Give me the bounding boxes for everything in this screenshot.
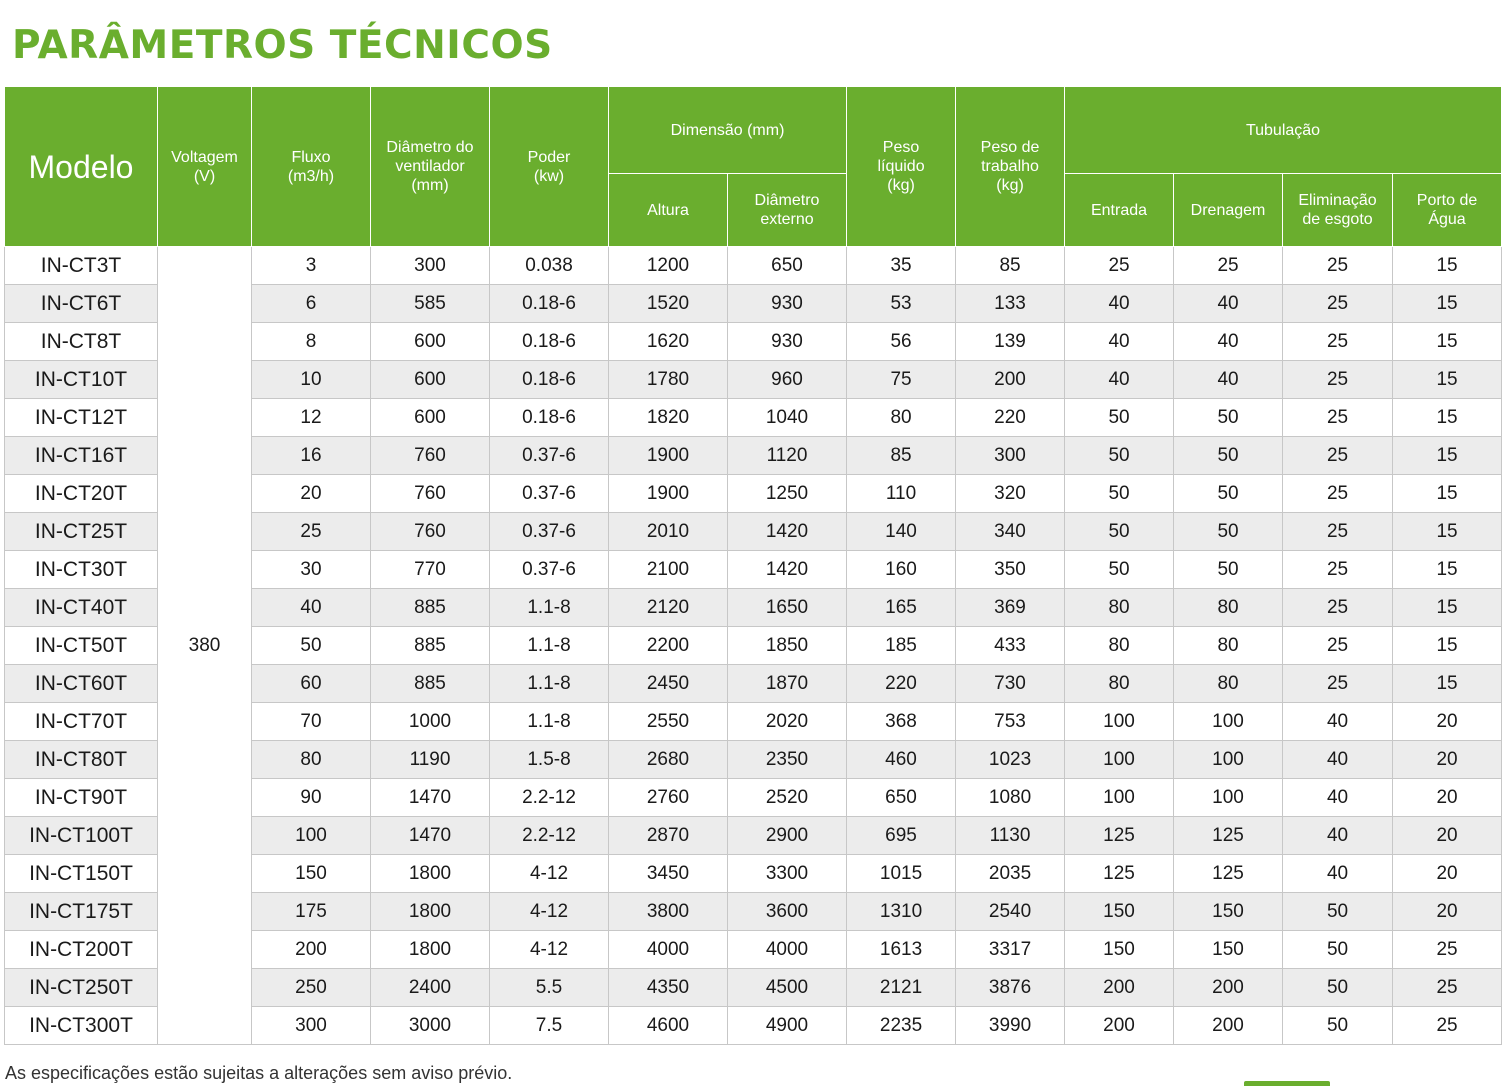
cell-flow: 6: [252, 285, 371, 323]
cell-power: 1.1-8: [490, 665, 609, 703]
cell-water-port: 15: [1393, 589, 1502, 627]
cell-power: 7.5: [490, 1007, 609, 1045]
specs-table: [4, 86, 1502, 1045]
cell-working-weight: 200: [956, 361, 1065, 399]
cell-waste-outlet: 25: [1283, 513, 1393, 551]
cell-fan-diameter: 885: [371, 589, 490, 627]
cell-height: 4000: [609, 931, 728, 969]
cell-waste-outlet: 40: [1283, 741, 1393, 779]
header-entrada: Entrada: [1065, 174, 1174, 247]
cell-flow: 300: [252, 1007, 371, 1045]
header-dimensao: Dimensão (mm): [609, 87, 847, 174]
header-fluxo: [252, 87, 371, 247]
cell-inlet: 50: [1065, 399, 1174, 437]
cell-drain: 200: [1174, 1007, 1283, 1045]
cell-model: IN-CT8T: [5, 323, 158, 361]
cell-inlet: 100: [1065, 741, 1174, 779]
cell-flow: 70: [252, 703, 371, 741]
cell-height: 1200: [609, 247, 728, 285]
cell-inlet: 200: [1065, 1007, 1174, 1045]
cell-power: 4-12: [490, 855, 609, 893]
cell-water-port: 15: [1393, 665, 1502, 703]
cell-fan-diameter: 770: [371, 551, 490, 589]
cell-height: 2100: [609, 551, 728, 589]
cell-working-weight: 433: [956, 627, 1065, 665]
cell-drain: 100: [1174, 741, 1283, 779]
cell-outer-diameter: 960: [728, 361, 847, 399]
cell-model: IN-CT50T: [5, 627, 158, 665]
cell-outer-diameter: 1870: [728, 665, 847, 703]
cell-height: 1900: [609, 437, 728, 475]
cell-power: 0.37-6: [490, 551, 609, 589]
cell-fan-diameter: 1800: [371, 855, 490, 893]
cell-height: 1620: [609, 323, 728, 361]
cell-inlet: 100: [1065, 779, 1174, 817]
cell-inlet: 50: [1065, 551, 1174, 589]
cell-power: 1.1-8: [490, 703, 609, 741]
cell-water-port: 15: [1393, 399, 1502, 437]
cell-inlet: 80: [1065, 665, 1174, 703]
cell-flow: 40: [252, 589, 371, 627]
cell-flow: 25: [252, 513, 371, 551]
cell-working-weight: 350: [956, 551, 1065, 589]
header-voltagem-line1: Voltagem: [171, 148, 238, 166]
cell-flow: 150: [252, 855, 371, 893]
cell-drain: 125: [1174, 817, 1283, 855]
cell-fan-diameter: 760: [371, 437, 490, 475]
cell-working-weight: 340: [956, 513, 1065, 551]
cell-power: 2.2-12: [490, 779, 609, 817]
cell-height: 4600: [609, 1007, 728, 1045]
cell-drain: 200: [1174, 969, 1283, 1007]
cell-flow: 50: [252, 627, 371, 665]
cell-power: 5.5: [490, 969, 609, 1007]
header-peso-liquido: [847, 87, 956, 247]
cell-water-port: 20: [1393, 855, 1502, 893]
cell-power: 1.1-8: [490, 589, 609, 627]
cell-height: 1520: [609, 285, 728, 323]
header-porto-line2: Água: [1428, 211, 1466, 228]
cell-water-port: 15: [1393, 627, 1502, 665]
cell-outer-diameter: 930: [728, 323, 847, 361]
cell-inlet: 50: [1065, 513, 1174, 551]
cell-working-weight: 2540: [956, 893, 1065, 931]
header-poder-line2: (kw): [533, 167, 565, 185]
cell-water-port: 15: [1393, 551, 1502, 589]
header-fluxo-line2: (m3/h): [287, 167, 335, 185]
cell-waste-outlet: 40: [1283, 817, 1393, 855]
cell-waste-outlet: 25: [1283, 627, 1393, 665]
cell-model: IN-CT12T: [5, 399, 158, 437]
cell-model: IN-CT25T: [5, 513, 158, 551]
cell-waste-outlet: 50: [1283, 1007, 1393, 1045]
cell-net-weight: 2121: [847, 969, 956, 1007]
cell-drain: 100: [1174, 703, 1283, 741]
cell-outer-diameter: 1650: [728, 589, 847, 627]
cell-working-weight: 2035: [956, 855, 1065, 893]
cell-outer-diameter: 1250: [728, 475, 847, 513]
cell-power: 0.37-6: [490, 475, 609, 513]
cell-net-weight: 1310: [847, 893, 956, 931]
header-diametro-ventilador-line3: (mm): [411, 177, 449, 194]
cell-net-weight: 2235: [847, 1007, 956, 1045]
cell-water-port: 15: [1393, 247, 1502, 285]
cell-model: IN-CT175T: [5, 893, 158, 931]
cell-flow: 3: [252, 247, 371, 285]
header-diametro-externo-line2: externo: [760, 211, 814, 228]
cell-height: 1900: [609, 475, 728, 513]
cell-height: 1820: [609, 399, 728, 437]
cell-height: 2450: [609, 665, 728, 703]
header-porto: [1393, 174, 1502, 247]
cell-net-weight: 110: [847, 475, 956, 513]
cell-waste-outlet: 40: [1283, 855, 1393, 893]
cell-height: 2120: [609, 589, 728, 627]
cell-flow: 10: [252, 361, 371, 399]
cell-inlet: 50: [1065, 475, 1174, 513]
cell-model: IN-CT10T: [5, 361, 158, 399]
header-peso-liquido-line3: (kg): [887, 177, 915, 194]
cell-power: 1.5-8: [490, 741, 609, 779]
cell-model: IN-CT16T: [5, 437, 158, 475]
cell-drain: 100: [1174, 779, 1283, 817]
header-peso-liquido-line1: Peso: [882, 139, 920, 156]
cell-net-weight: 185: [847, 627, 956, 665]
cell-height: 2550: [609, 703, 728, 741]
cell-height: 2760: [609, 779, 728, 817]
header-porto-line1: Porto de: [1416, 192, 1478, 209]
cell-water-port: 20: [1393, 817, 1502, 855]
cell-inlet: 125: [1065, 855, 1174, 893]
cell-height: 2200: [609, 627, 728, 665]
header-eliminacao: [1283, 174, 1393, 247]
cell-water-port: 25: [1393, 931, 1502, 969]
cell-water-port: 15: [1393, 285, 1502, 323]
cell-waste-outlet: 25: [1283, 247, 1393, 285]
cell-flow: 200: [252, 931, 371, 969]
cell-power: 0.18-6: [490, 285, 609, 323]
cell-waste-outlet: 25: [1283, 589, 1393, 627]
cell-waste-outlet: 50: [1283, 969, 1393, 1007]
cell-inlet: 40: [1065, 361, 1174, 399]
cell-power: 0.18-6: [490, 361, 609, 399]
header-peso-trabalho-line3: (kg): [996, 177, 1024, 194]
cell-fan-diameter: 885: [371, 627, 490, 665]
cell-outer-diameter: 930: [728, 285, 847, 323]
cell-power: 0.37-6: [490, 513, 609, 551]
cell-flow: 100: [252, 817, 371, 855]
cell-fan-diameter: 1000: [371, 703, 490, 741]
cell-flow: 60: [252, 665, 371, 703]
cell-outer-diameter: 2020: [728, 703, 847, 741]
page-title: PARÂMETROS TÉCNICOS: [12, 23, 553, 68]
header-eliminacao-line2: de esgoto: [1302, 211, 1373, 228]
cell-working-weight: 300: [956, 437, 1065, 475]
cell-fan-diameter: 585: [371, 285, 490, 323]
cell-waste-outlet: 25: [1283, 399, 1393, 437]
cell-waste-outlet: 50: [1283, 931, 1393, 969]
cell-outer-diameter: 2900: [728, 817, 847, 855]
cell-fan-diameter: 300: [371, 247, 490, 285]
cell-outer-diameter: 650: [728, 247, 847, 285]
cell-water-port: 15: [1393, 475, 1502, 513]
cell-model: IN-CT300T: [5, 1007, 158, 1045]
table-row: [5, 247, 1502, 285]
cell-fan-diameter: 885: [371, 665, 490, 703]
cell-fan-diameter: 1190: [371, 741, 490, 779]
cell-outer-diameter: 1420: [728, 551, 847, 589]
cell-waste-outlet: 25: [1283, 285, 1393, 323]
header-voltagem: [158, 87, 252, 247]
cell-power: 4-12: [490, 931, 609, 969]
cell-voltage: 380: [158, 247, 252, 1045]
cell-drain: 150: [1174, 893, 1283, 931]
cell-drain: 50: [1174, 551, 1283, 589]
cell-model: IN-CT90T: [5, 779, 158, 817]
cell-power: 0.18-6: [490, 323, 609, 361]
cell-working-weight: 3876: [956, 969, 1065, 1007]
cell-water-port: 20: [1393, 703, 1502, 741]
cell-waste-outlet: 40: [1283, 779, 1393, 817]
header-peso-trabalho-line1: Peso de: [980, 139, 1040, 156]
header-peso-liquido-line2: líquido: [877, 158, 925, 175]
cell-working-weight: 3990: [956, 1007, 1065, 1045]
header-diametro-ventilador-line2: ventilador: [395, 158, 465, 175]
cell-model: IN-CT150T: [5, 855, 158, 893]
cell-height: 3450: [609, 855, 728, 893]
cell-model: IN-CT200T: [5, 931, 158, 969]
header-eliminacao-line1: Eliminação: [1298, 192, 1377, 209]
header-peso-trabalho: [956, 87, 1065, 247]
cell-outer-diameter: 1850: [728, 627, 847, 665]
cell-waste-outlet: 25: [1283, 437, 1393, 475]
cell-model: IN-CT60T: [5, 665, 158, 703]
cell-height: 2870: [609, 817, 728, 855]
cell-net-weight: 53: [847, 285, 956, 323]
cell-fan-diameter: 600: [371, 361, 490, 399]
cell-drain: 80: [1174, 627, 1283, 665]
cell-waste-outlet: 25: [1283, 665, 1393, 703]
cell-net-weight: 165: [847, 589, 956, 627]
header-poder-line1: Poder: [527, 148, 571, 166]
cell-waste-outlet: 25: [1283, 551, 1393, 589]
cell-flow: 30: [252, 551, 371, 589]
cell-model: IN-CT40T: [5, 589, 158, 627]
cell-model: IN-CT20T: [5, 475, 158, 513]
cell-fan-diameter: 760: [371, 475, 490, 513]
cell-model: IN-CT250T: [5, 969, 158, 1007]
header-drenagem: Drenagem: [1174, 174, 1283, 247]
brand-logo-mark: [1244, 1081, 1330, 1086]
cell-waste-outlet: 25: [1283, 323, 1393, 361]
cell-fan-diameter: 1800: [371, 931, 490, 969]
cell-fan-diameter: 760: [371, 513, 490, 551]
cell-net-weight: 1015: [847, 855, 956, 893]
cell-water-port: 20: [1393, 741, 1502, 779]
cell-power: 4-12: [490, 893, 609, 931]
cell-working-weight: 753: [956, 703, 1065, 741]
cell-model: IN-CT30T: [5, 551, 158, 589]
cell-net-weight: 650: [847, 779, 956, 817]
cell-inlet: 40: [1065, 285, 1174, 323]
cell-flow: 80: [252, 741, 371, 779]
cell-flow: 175: [252, 893, 371, 931]
cell-power: 0.37-6: [490, 437, 609, 475]
cell-net-weight: 695: [847, 817, 956, 855]
cell-net-weight: 220: [847, 665, 956, 703]
cell-waste-outlet: 50: [1283, 893, 1393, 931]
cell-water-port: 15: [1393, 323, 1502, 361]
cell-outer-diameter: 2520: [728, 779, 847, 817]
cell-water-port: 20: [1393, 779, 1502, 817]
header-fluxo-line1: Fluxo: [291, 148, 331, 166]
cell-drain: 25: [1174, 247, 1283, 285]
cell-fan-diameter: 600: [371, 399, 490, 437]
cell-inlet: 80: [1065, 627, 1174, 665]
cell-net-weight: 1613: [847, 931, 956, 969]
cell-water-port: 25: [1393, 1007, 1502, 1045]
cell-waste-outlet: 25: [1283, 361, 1393, 399]
cell-fan-diameter: 3000: [371, 1007, 490, 1045]
cell-working-weight: 3317: [956, 931, 1065, 969]
cell-working-weight: 1130: [956, 817, 1065, 855]
cell-inlet: 25: [1065, 247, 1174, 285]
cell-drain: 125: [1174, 855, 1283, 893]
cell-inlet: 125: [1065, 817, 1174, 855]
cell-drain: 40: [1174, 285, 1283, 323]
cell-height: 4350: [609, 969, 728, 1007]
header-poder: [490, 87, 609, 247]
cell-flow: 20: [252, 475, 371, 513]
specs-table-body: [5, 247, 1502, 1045]
cell-drain: 80: [1174, 589, 1283, 627]
cell-model: IN-CT100T: [5, 817, 158, 855]
cell-water-port: 15: [1393, 437, 1502, 475]
footnote: As especificações estão sujeitas a alterações sem aviso prévio.: [5, 1063, 513, 1083]
cell-water-port: 15: [1393, 361, 1502, 399]
header-diametro-externo-line1: Diâmetro: [754, 192, 820, 209]
cell-outer-diameter: 1040: [728, 399, 847, 437]
cell-net-weight: 56: [847, 323, 956, 361]
cell-drain: 50: [1174, 437, 1283, 475]
cell-outer-diameter: 4900: [728, 1007, 847, 1045]
cell-fan-diameter: 600: [371, 323, 490, 361]
cell-net-weight: 35: [847, 247, 956, 285]
cell-drain: 40: [1174, 361, 1283, 399]
cell-working-weight: 133: [956, 285, 1065, 323]
header-voltagem-line2: (V): [193, 167, 216, 185]
cell-model: IN-CT80T: [5, 741, 158, 779]
cell-net-weight: 368: [847, 703, 956, 741]
cell-power: 0.18-6: [490, 399, 609, 437]
cell-flow: 8: [252, 323, 371, 361]
cell-fan-diameter: 2400: [371, 969, 490, 1007]
cell-fan-diameter: 1470: [371, 779, 490, 817]
cell-inlet: 200: [1065, 969, 1174, 1007]
cell-drain: 50: [1174, 513, 1283, 551]
cell-height: 3800: [609, 893, 728, 931]
header-diametro-ventilador: [371, 87, 490, 247]
cell-net-weight: 160: [847, 551, 956, 589]
cell-inlet: 80: [1065, 589, 1174, 627]
cell-drain: 50: [1174, 399, 1283, 437]
header-diametro-externo: [728, 174, 847, 247]
cell-water-port: 15: [1393, 513, 1502, 551]
cell-power: 1.1-8: [490, 627, 609, 665]
cell-drain: 150: [1174, 931, 1283, 969]
cell-net-weight: 85: [847, 437, 956, 475]
cell-outer-diameter: 1420: [728, 513, 847, 551]
cell-outer-diameter: 2350: [728, 741, 847, 779]
cell-power: 0.038: [490, 247, 609, 285]
cell-waste-outlet: 40: [1283, 703, 1393, 741]
cell-flow: 16: [252, 437, 371, 475]
cell-model: IN-CT6T: [5, 285, 158, 323]
cell-model: IN-CT3T: [5, 247, 158, 285]
cell-outer-diameter: 4000: [728, 931, 847, 969]
cell-net-weight: 460: [847, 741, 956, 779]
header-diametro-ventilador-line1: Diâmetro do: [386, 139, 474, 156]
cell-working-weight: 369: [956, 589, 1065, 627]
cell-inlet: 150: [1065, 893, 1174, 931]
header-peso-trabalho-line2: trabalho: [981, 158, 1039, 175]
cell-drain: 50: [1174, 475, 1283, 513]
header-tubulacao: Tubulação: [1065, 87, 1502, 174]
cell-height: 1780: [609, 361, 728, 399]
header-altura: Altura: [609, 174, 728, 247]
cell-height: 2010: [609, 513, 728, 551]
cell-outer-diameter: 3600: [728, 893, 847, 931]
cell-fan-diameter: 1800: [371, 893, 490, 931]
cell-outer-diameter: 4500: [728, 969, 847, 1007]
cell-working-weight: 1023: [956, 741, 1065, 779]
cell-outer-diameter: 1120: [728, 437, 847, 475]
cell-inlet: 100: [1065, 703, 1174, 741]
cell-waste-outlet: 25: [1283, 475, 1393, 513]
cell-water-port: 25: [1393, 969, 1502, 1007]
cell-working-weight: 139: [956, 323, 1065, 361]
cell-working-weight: 220: [956, 399, 1065, 437]
cell-net-weight: 80: [847, 399, 956, 437]
cell-drain: 80: [1174, 665, 1283, 703]
cell-working-weight: 85: [956, 247, 1065, 285]
cell-flow: 90: [252, 779, 371, 817]
header-modelo: Modelo: [5, 87, 158, 247]
cell-inlet: 50: [1065, 437, 1174, 475]
cell-flow: 250: [252, 969, 371, 1007]
cell-working-weight: 730: [956, 665, 1065, 703]
cell-inlet: 40: [1065, 323, 1174, 361]
cell-outer-diameter: 3300: [728, 855, 847, 893]
cell-flow: 12: [252, 399, 371, 437]
cell-inlet: 150: [1065, 931, 1174, 969]
cell-height: 2680: [609, 741, 728, 779]
cell-net-weight: 75: [847, 361, 956, 399]
cell-working-weight: 1080: [956, 779, 1065, 817]
cell-fan-diameter: 1470: [371, 817, 490, 855]
cell-net-weight: 140: [847, 513, 956, 551]
cell-model: IN-CT70T: [5, 703, 158, 741]
cell-power: 2.2-12: [490, 817, 609, 855]
cell-drain: 40: [1174, 323, 1283, 361]
cell-water-port: 20: [1393, 893, 1502, 931]
cell-working-weight: 320: [956, 475, 1065, 513]
